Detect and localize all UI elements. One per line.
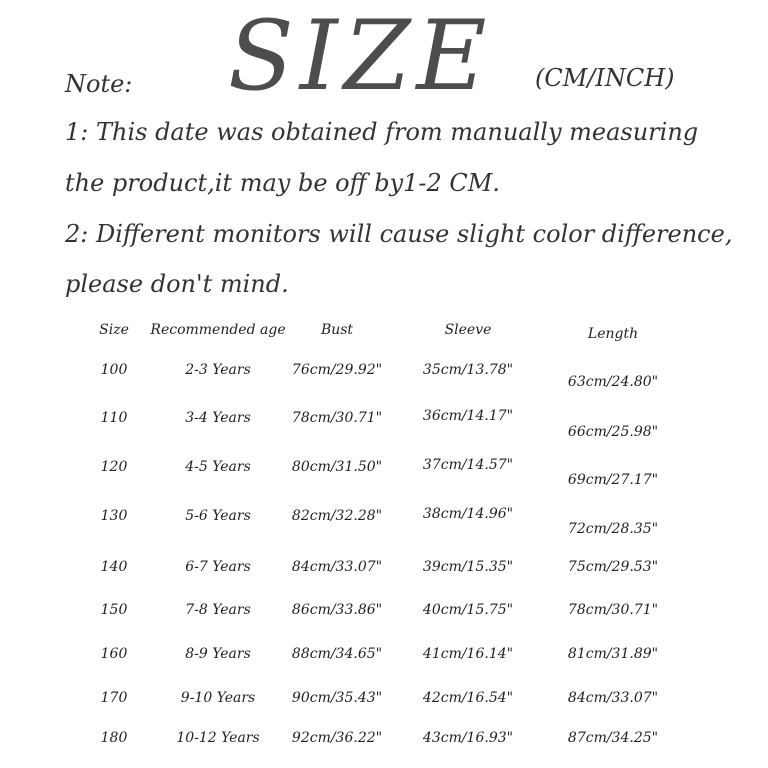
table-cell-age: 9-10 Years <box>180 690 256 706</box>
table-cell-sleeve: 35cm/13.78" <box>422 362 514 378</box>
table-cell-bust: 76cm/29.92" <box>291 362 383 378</box>
table-cell-sleeve: 36cm/14.17" <box>422 408 514 424</box>
table-cell-length: 87cm/34.25" <box>567 730 659 746</box>
size-title: SIZE <box>228 0 493 112</box>
table-cell-bust: 88cm/34.65" <box>291 646 383 662</box>
table-cell-size: 120 <box>100 459 128 475</box>
table-cell-sleeve: 38cm/14.96" <box>422 506 514 522</box>
table-cell-age: 7-8 Years <box>185 602 251 618</box>
table-cell-bust: 78cm/30.71" <box>291 410 383 426</box>
table-cell-length: 72cm/28.35" <box>567 521 659 537</box>
table-cell-bust: 86cm/33.86" <box>291 602 383 618</box>
table-cell-size: 160 <box>100 646 128 662</box>
table-cell-size: 150 <box>100 602 128 618</box>
column-header-age: Recommended age <box>150 322 286 338</box>
table-cell-age: 4-5 Years <box>185 459 251 475</box>
note-line-4: please don't mind. <box>65 270 289 298</box>
table-cell-age: 6-7 Years <box>185 559 251 575</box>
table-cell-length: 63cm/24.80" <box>567 374 659 390</box>
table-cell-age: 10-12 Years <box>176 730 260 746</box>
table-cell-bust: 80cm/31.50" <box>291 459 383 475</box>
column-header-sleeve: Sleeve <box>444 322 492 338</box>
table-cell-size: 130 <box>100 508 128 524</box>
unit-label: (CM/INCH) <box>535 64 675 92</box>
table-cell-age: 3-4 Years <box>185 410 251 426</box>
table-cell-length: 81cm/31.89" <box>567 646 659 662</box>
table-cell-size: 140 <box>100 559 128 575</box>
table-cell-sleeve: 37cm/14.57" <box>422 457 514 473</box>
table-cell-size: 180 <box>100 730 128 746</box>
table-cell-length: 78cm/30.71" <box>567 602 659 618</box>
table-cell-sleeve: 40cm/15.75" <box>422 602 514 618</box>
table-cell-size: 170 <box>100 690 128 706</box>
table-cell-age: 2-3 Years <box>185 362 251 378</box>
table-cell-bust: 92cm/36.22" <box>291 730 383 746</box>
table-cell-bust: 84cm/33.07" <box>291 559 383 575</box>
note-line-1: 1: This date was obtained from manually measuring <box>65 118 699 146</box>
table-cell-length: 66cm/25.98" <box>567 424 659 440</box>
table-cell-age: 5-6 Years <box>185 508 251 524</box>
table-cell-length: 75cm/29.53" <box>567 559 659 575</box>
table-cell-sleeve: 41cm/16.14" <box>422 646 514 662</box>
table-cell-length: 69cm/27.17" <box>567 472 659 488</box>
note-line-3: 2: Different monitors will cause slight color difference, <box>65 220 733 248</box>
table-cell-bust: 82cm/32.28" <box>291 508 383 524</box>
table-cell-sleeve: 42cm/16.54" <box>422 690 514 706</box>
column-header-length: Length <box>587 326 639 342</box>
table-cell-size: 110 <box>100 410 128 426</box>
table-cell-sleeve: 39cm/15.35" <box>422 559 514 575</box>
note-label: Note: <box>65 70 133 98</box>
table-cell-length: 84cm/33.07" <box>567 690 659 706</box>
table-cell-age: 8-9 Years <box>185 646 251 662</box>
column-header-bust: Bust <box>320 322 354 338</box>
table-cell-sleeve: 43cm/16.93" <box>422 730 514 746</box>
column-header-size: Size <box>99 322 129 338</box>
note-line-2: the product,it may be off by1-2 CM. <box>65 169 500 197</box>
table-cell-bust: 90cm/35.43" <box>291 690 383 706</box>
table-cell-size: 100 <box>100 362 128 378</box>
